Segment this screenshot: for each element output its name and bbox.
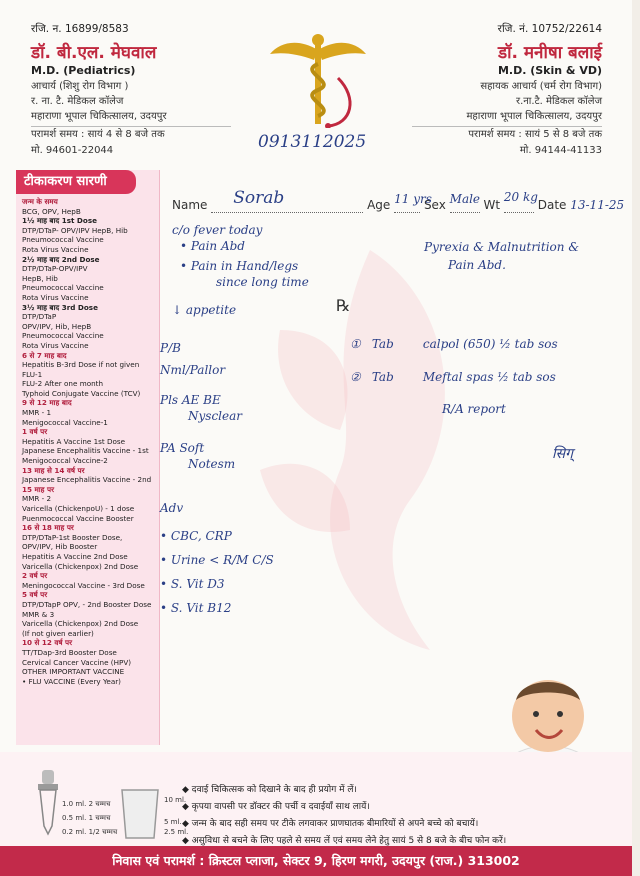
right-doctor-hospital: महाराणा भूपाल चिकित्सालय, उदयपुर: [466, 111, 602, 122]
sex-value: Male: [449, 192, 481, 206]
vaccination-item: Typhoid Conjugate Vaccine (TCV): [22, 388, 141, 398]
right-doctor-college: र.ना.टै. मेडिकल कॉलेज: [515, 96, 602, 107]
vaccination-age-heading: 10 से 12 वर्ष पर: [22, 638, 73, 648]
left-reg-no: रजि. न. 16899/8583: [31, 23, 129, 35]
diagnosis-line: Pain Abd.: [448, 258, 506, 272]
diagnosis-block: [424, 238, 579, 274]
rx-list: [350, 334, 558, 386]
sex-label: Sex: [423, 198, 446, 212]
vaccination-item: Meningococcal Vaccine - 3rd Dose: [22, 580, 145, 590]
footer-note-text: दवाई चिकित्सक को दिखाने के बाद ही प्रयोग में लें।: [191, 785, 357, 795]
vaccination-item: Hepatitis A Vaccine 2nd Dose: [22, 551, 128, 561]
advice-block: [160, 500, 274, 616]
vaccination-item: DTP/DTaP-OPV/IPV: [22, 264, 88, 274]
vaccination-age-heading: 13 माह से 14 वर्ष पर: [22, 465, 85, 475]
vaccination-age-heading: 2½ माह बाद 2nd Dose: [22, 254, 100, 264]
advice-line: • S. Vit D3: [160, 577, 225, 591]
vaccination-item: OPV/IPV, Hib Booster: [22, 542, 98, 552]
date-value: 13-11-25: [570, 198, 625, 212]
vaccination-item: Japanese Encephalitis Vaccine - 1st: [22, 446, 149, 456]
name-value: Sorab: [233, 188, 285, 208]
right-doctor-timing: परामर्श समय : सायं 5 से 8 बजे तक: [468, 129, 602, 140]
footer-note: ◆ जन्म के बाद सही समय पर टीके लगवाकर प्राणघातक बीमारियों से अपने बच्चे को बचायें।: [182, 819, 479, 829]
exam-line: Pls AE BE: [160, 393, 221, 407]
footer-note: ◆ कृपया वापसी पर डॉक्टर की पर्ची व दवाईयाँ साथ लायें।: [182, 802, 370, 812]
vaccination-item: Cervical Cancer Vaccine (HPV): [22, 657, 132, 667]
vaccination-item: Varicella (ChickenpoU) - 1 dose: [22, 504, 135, 513]
vaccination-age-heading: 1 वर्ष पर: [22, 427, 48, 437]
sex-field: [449, 192, 481, 213]
exam-block: [160, 340, 242, 472]
vaccination-item: DTP/DTaP-1st Booster Dose,: [22, 532, 123, 542]
advice-line: • CBC, CRP: [160, 529, 232, 543]
doctor-signature: सिग्: [552, 446, 573, 462]
left-doctor-name: डॉ. बी.एल. मेघवाल: [31, 43, 157, 63]
vaccination-item: Varicella (Chickenpox) 2nd Dose: [22, 619, 139, 629]
measuring-cup-icon: [118, 786, 162, 842]
vaccination-item: BCG, OPV, HepB: [22, 206, 81, 216]
vaccination-item: Rota Virus Vaccine: [22, 340, 89, 350]
left-divider: [31, 126, 231, 127]
wt-value: 20 kg: [503, 190, 538, 204]
followup-note: R/A report: [442, 402, 506, 416]
vaccination-panel: [16, 170, 160, 745]
left-doctor-college: र. ना. टै. मेडिकल कॉलेज: [31, 96, 124, 107]
vaccination-item: Pneumococcal Vaccine: [22, 331, 104, 341]
vaccination-item: Japanese Encephalitis Vaccine - 2nd: [22, 475, 152, 485]
cup-label: 2.5 ml.: [164, 828, 189, 836]
vaccination-age-heading: 1½ माह बाद 1st Dose: [22, 216, 97, 226]
vaccination-age-heading: 5 वर्ष पर: [22, 590, 48, 600]
footer-note-text: कृपया वापसी पर डॉक्टर की पर्ची व दवाईयाँ साथ लायें।: [191, 802, 370, 812]
footer-address: निवास एवं परामर्श : क्रिस्टल प्लाजा, सेक्टर 9, हिरण मगरी, उदयपुर (राज.) 313002: [0, 846, 632, 876]
vaccination-item: OPV/IPV, Hib, HepB: [22, 321, 92, 331]
rx-item-number: ②: [350, 370, 361, 384]
rx-item: [350, 334, 558, 353]
date-label: Date: [537, 198, 567, 212]
complaint-line: • Pain Abd: [180, 239, 245, 253]
vaccination-item: Varicella (Chickenpox) 2nd Dose: [22, 561, 139, 571]
exam-line: Notesm: [188, 457, 236, 471]
left-doctor-degree: M.D. (Pediatrics): [31, 64, 136, 77]
vaccination-item: Pneumococcal Vaccine: [22, 235, 104, 245]
vaccination-age-heading: 2 वर्ष पर: [22, 571, 48, 581]
left-doctor-hospital: महाराणा भूपाल चिकित्सालय, उदयपुर: [31, 111, 167, 122]
patient-form-line: [172, 188, 625, 213]
rx-item-drug: calpol (650) ½ tab sos: [422, 337, 558, 351]
complaint-line: c/o fever today: [172, 223, 263, 237]
vaccination-item: TT/TDap-3rd Booster Dose: [22, 647, 117, 657]
name-field: [211, 188, 363, 213]
right-doctor-degree: M.D. (Skin & VD): [497, 64, 602, 77]
advice-heading: Adv: [160, 501, 184, 515]
wt-field: [503, 190, 538, 213]
cup-label: 10 ml.: [164, 796, 187, 804]
age-label: Age: [367, 198, 391, 212]
vaccination-item: DTP/DTaP: [22, 312, 57, 322]
rx-symbol: ℞: [336, 296, 351, 315]
age-value: 11 yrs: [394, 192, 432, 206]
left-doctor-post: आचार्य (शिशु रोग विभाग ): [31, 81, 129, 92]
vaccination-item: FLU-1: [22, 369, 43, 379]
rx-item: [350, 367, 558, 386]
footer-note-text: असुविधा से बचने के लिए पहले से समय लें एवं समय लेने हेतु सायं 5 से 8 बजे के बीच फोन करें।: [191, 836, 507, 846]
advice-line: • S. Vit B12: [160, 601, 232, 615]
exam-line: P/B: [160, 341, 181, 355]
vaccination-item: MMR - 2: [22, 494, 52, 504]
exam-line: Nml/Pallor: [160, 363, 226, 377]
vaccination-item: Rota Virus Vaccine: [22, 244, 89, 254]
name-label: Name: [172, 198, 208, 212]
dropper-label: 0.2 ml. 1/2 चम्मच: [62, 828, 118, 836]
vaccination-item: OTHER IMPORTANT VACCINE: [22, 667, 125, 677]
exam-line: Nysclear: [188, 409, 242, 423]
vaccination-item: Puenmococcal Vaccine Booster: [22, 513, 134, 523]
complaint-line: since long time: [216, 275, 309, 289]
vaccination-age-heading: 15 माह पर: [22, 484, 55, 494]
right-doctor-post: सहायक आचार्य (चर्म रोग विभाग): [480, 81, 602, 92]
right-doctor-mobile: मो. 94144-41133: [519, 145, 602, 156]
vaccination-age-heading: 6 से 7 माह बाद: [22, 350, 67, 360]
vaccination-item: Pneumococcal Vaccine: [22, 283, 104, 293]
exam-line: PA Soft: [160, 441, 205, 455]
right-reg-no: रजि. नं. 10752/22614: [497, 23, 602, 35]
complaint-line: • Pain in Hand/legs: [180, 259, 299, 273]
vaccination-item: Rota Virus Vaccine: [22, 292, 89, 302]
right-doctor-name: डॉ. मनीषा बलाई: [497, 43, 602, 63]
vaccination-item: Menigococcal Vaccine-1: [22, 417, 108, 427]
vaccination-item: DTP/DTapP OPV, - 2nd Booster Dose: [22, 599, 152, 609]
vaccination-title: टीकाकरण सारणी: [16, 170, 136, 194]
vaccination-age-heading: 3½ माह बाद 3rd Dose: [22, 302, 98, 312]
right-divider: [412, 126, 602, 127]
vaccination-item: MMR - 1: [22, 408, 52, 418]
vaccination-item: DTP/DTaP- OPV/IPV HepB, Hib: [22, 225, 128, 235]
dropper-label: 0.5 ml. 1 चम्मच: [62, 814, 111, 822]
age-field: [394, 192, 432, 213]
rx-item-drug: Meftal spas ½ tab sos: [422, 370, 556, 384]
vaccination-item: HepB, Hib: [22, 273, 58, 283]
wt-label: Wt: [483, 198, 501, 212]
diagnosis-line: Pyrexia & Malnutrition &: [424, 240, 580, 254]
vaccination-item: Hepatitis A Vaccine 1st Dose: [22, 436, 126, 446]
vaccination-age-heading: 9 से 12 माह बाद: [22, 398, 72, 408]
complaint-line: ↓ appetite: [172, 303, 237, 317]
dropper-label: 1.0 ml. 2 चम्मच: [62, 800, 111, 808]
vaccination-list: [16, 194, 159, 686]
advice-line: • Urine < R/M C/S: [160, 553, 274, 567]
rx-item-form: Tab: [371, 370, 394, 384]
left-doctor-mobile: मो. 94601-22044: [31, 145, 114, 156]
vaccination-item: Menigococcal Vaccine-2: [22, 456, 108, 466]
vaccination-item: MMR & 3: [22, 609, 55, 619]
vaccination-age-heading: जन्म के समय: [22, 197, 58, 206]
left-doctor-timing: परामर्श समय : सायं 4 से 8 बजे तक: [31, 129, 165, 140]
complaints-block: [172, 222, 309, 318]
rx-item-number: ①: [350, 337, 361, 351]
caduceus-logo-icon: [268, 28, 368, 128]
vaccination-item: Hepatitis B-3rd Dose if not given: [22, 360, 140, 370]
rx-item-form: Tab: [371, 337, 394, 351]
vaccination-item: (If not given earlier): [22, 628, 94, 638]
cup-label: 5 ml.: [164, 818, 182, 826]
footer-note: ◆ असुविधा से बचने के लिए पहले से समय लें एवं समय लेने हेतु सायं 5 से 8 बजे के बीच फोन करें।: [182, 836, 507, 846]
footer-note-text: जन्म के बाद सही समय पर टीके लगवाकर प्राणघातक बीमारियों से अपने बच्चे को बचायें।: [191, 819, 479, 829]
vaccination-item: • FLU VACCINE (Every Year): [22, 676, 121, 686]
footer-note: ◆ दवाई चिकित्सक को दिखाने के बाद ही प्रयोग में लें।: [182, 785, 357, 795]
vaccination-age-heading: 16 से 18 माह पर: [22, 523, 74, 533]
vaccination-item: FLU-2 After one month: [22, 379, 104, 389]
handwritten-phone: 0913112025: [258, 132, 367, 152]
